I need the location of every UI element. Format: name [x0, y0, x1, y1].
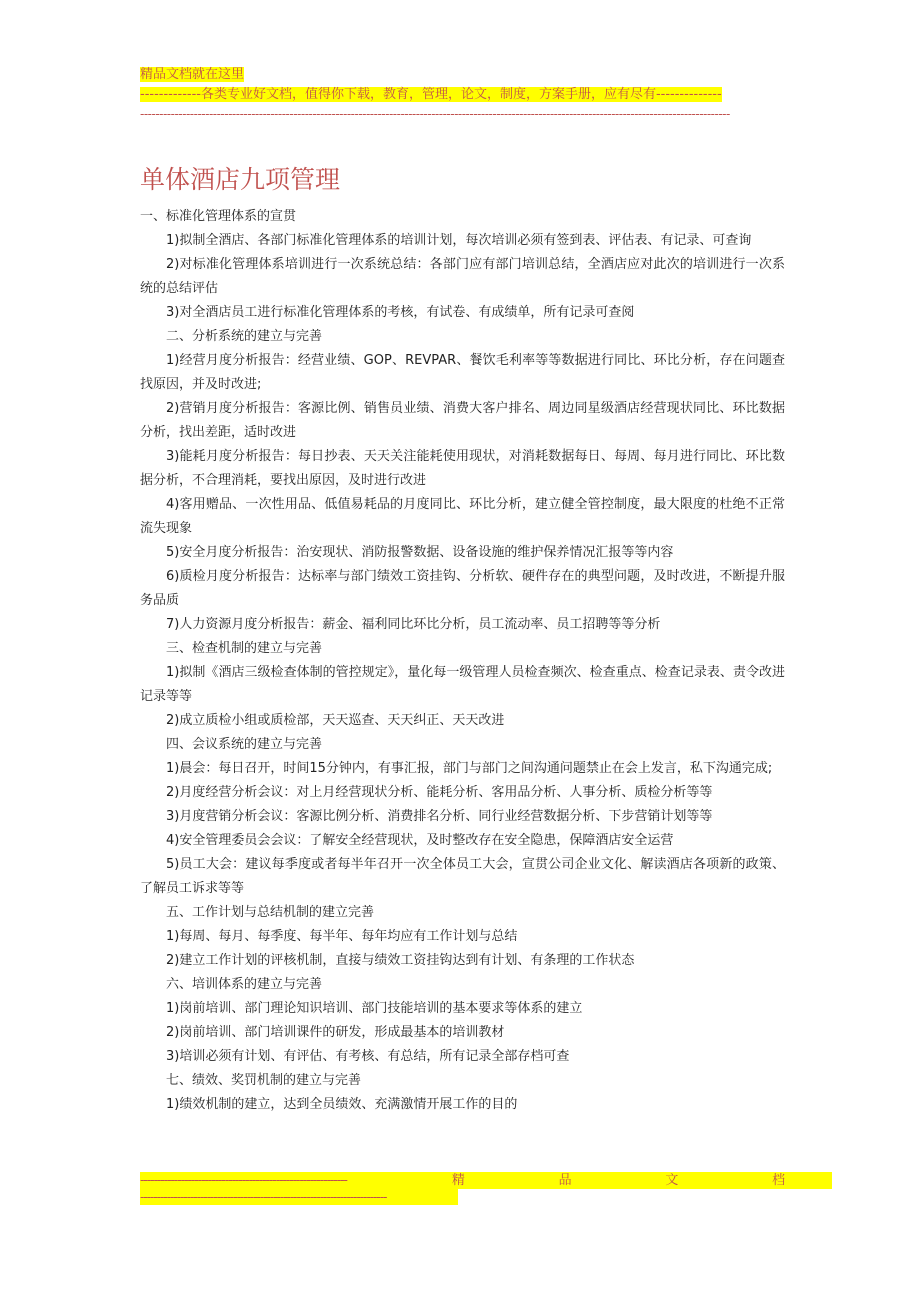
- document-body: [140, 205, 785, 1117]
- paragraph: 6)质检月度分析报告：达标率与部门绩效工资挂钩、分析软、硬件存在的典型问题，及时改进，不断提升服务品质: [140, 569, 785, 608]
- paragraph: 七、绩效、奖罚机制的建立与完善: [166, 1073, 362, 1088]
- footer-dashes: -------------------------------------------------------------: [140, 1173, 347, 1188]
- paragraph: 2)成立质检小组或质检部，天天巡查、天天纠正、天天改进: [166, 713, 505, 728]
- paragraph: 1)每周、每月、每季度、每半年、每年均应有工作计划与总结: [166, 929, 518, 944]
- footer-word-1: 精: [451, 1173, 465, 1188]
- paragraph: 1)拟制《酒店三级检查体制的管控规定》，量化每一级管理人员检查频次、检查重点、检查记录表、责令改进记录等等: [140, 665, 785, 704]
- paragraph: 2)建立工作计划的评核机制，直接与绩效工资挂钩达到有计划、有条理的工作状态: [166, 953, 635, 968]
- paragraph: 一、标准化管理体系的宣贯: [140, 209, 297, 224]
- footer-banner-row: [140, 1172, 832, 1189]
- paragraph: 5)员工大会：建议每季度或者每半年召开一次全体员工大会，宣贯公司企业文化、解读酒店各项新的政策、了解员工诉求等等: [140, 857, 785, 896]
- paragraph: 1)晨会：每日召开，时间15分钟内，有事汇报，部门与部门之间沟通问题禁止在会上发言，私下沟通完成;: [166, 761, 773, 776]
- footer-word-3: 文: [665, 1173, 679, 1188]
- paragraph: 2)月度经营分析会议：对上月经营现状分析、能耗分析、客用品分析、人事分析、质检分析等等: [166, 785, 713, 800]
- paragraph: 5)安全月度分析报告：治安现状、消防报警数据、设备设施的维护保养情况汇报等等内容: [166, 545, 674, 560]
- header-banner-line1: 精品文档就在这里: [140, 67, 245, 82]
- header-dashed-rule: ----------------------------------------------------------------------------------------------------------------------------------------------------------: [140, 107, 730, 121]
- paragraph: 7)人力资源月度分析报告：薪金、福利同比环比分析，员工流动率、员工招聘等等分析: [166, 617, 661, 632]
- paragraph: 二、分析系统的建立与完善: [166, 329, 323, 344]
- document-title: 单体酒店九项管理: [140, 165, 341, 194]
- paragraph: 1)绩效机制的建立，达到全员绩效、充满激情开展工作的目的: [166, 1097, 518, 1112]
- header-banner-line2: -------------各类专业好文档，值得你下载，教育，管理，论文，制度，方案手册，应有尽有--------------: [140, 87, 722, 102]
- paragraph: 六、培训体系的建立与完善: [166, 977, 323, 992]
- footer-word-4: 档: [772, 1173, 786, 1188]
- paragraph: 1)经营月度分析报告：经营业绩、GOP、REVPAR、餐饮毛利率等等数据进行同比、环比分析，存在问题查找原因，并及时改进;: [140, 353, 785, 392]
- paragraph: 2)岗前培训、部门培训课件的研发，形成最基本的培训教材: [166, 1025, 505, 1040]
- paragraph: 四、会议系统的建立与完善: [166, 737, 323, 752]
- paragraph: 4)安全管理委员会会议：了解安全经营现状，及时整改存在安全隐患，保障酒店安全运营: [166, 833, 674, 848]
- paragraph: 3)能耗月度分析报告：每日抄表、天天关注能耗使用现状，对消耗数据每日、每周、每月进行同比、环比数据分析，不合理消耗，要找出原因，及时进行改进: [140, 449, 785, 488]
- footer-word-2: 品: [558, 1173, 572, 1188]
- paragraph: 1)岗前培训、部门理论知识培训、部门技能培训的基本要求等体系的建立: [166, 1001, 583, 1016]
- footer-dashes-bottom: --------------------------------------------------------------------------: [140, 1189, 458, 1205]
- paragraph: 3)培训必须有计划、有评估、有考核、有总结，所有记录全部存档可查: [166, 1049, 570, 1064]
- paragraph: 4)客用赠品、一次性用品、低值易耗品的月度同比、环比分析，建立健全管控制度，最大限度的杜绝不正常流失现象: [140, 497, 785, 536]
- paragraph: 3)月度营销分析会议：客源比例分析、消费排名分析、同行业经营数据分析、下步营销计划等等: [166, 809, 713, 824]
- paragraph: 2)对标准化管理体系培训进行一次系统总结：各部门应有部门培训总结，全酒店应对此次的培训进行一次系统的总结评估: [140, 257, 785, 296]
- footer-banner: [140, 1172, 832, 1209]
- paragraph: 1)拟制全酒店、各部门标准化管理体系的培训计划，每次培训必须有签到表、评估表、有记录、可查询: [166, 233, 752, 248]
- paragraph: 三、检查机制的建立与完善: [166, 641, 323, 656]
- paragraph: 3)对全酒店员工进行标准化管理体系的考核，有试卷、有成绩单，所有记录可查阅: [166, 305, 635, 320]
- paragraph: 五、工作计划与总结机制的建立完善: [166, 905, 375, 920]
- paragraph: 2)营销月度分析报告：客源比例、销售员业绩、消费大客户排名、周边同星级酒店经营现状同比、环比数据分析，找出差距，适时改进: [140, 401, 785, 440]
